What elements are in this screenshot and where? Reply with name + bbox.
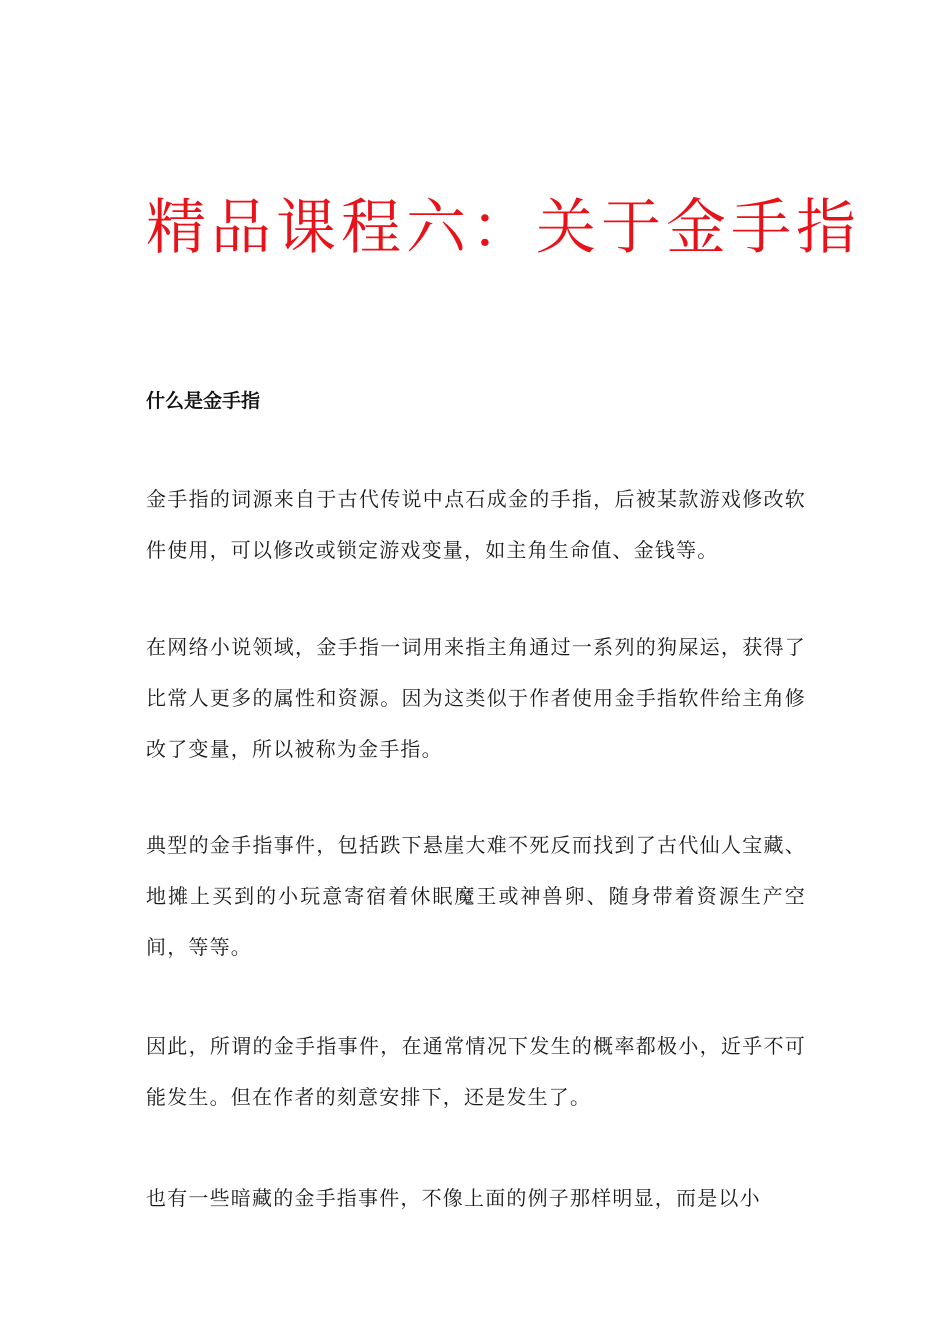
paragraph: 也有一些暗藏的金手指事件，不像上面的例子那样明显，而是以小 xyxy=(146,1186,761,1210)
section-heading: 什么是金手指 xyxy=(146,390,261,412)
paragraph: 因此，所谓的金手指事件，在通常情况下发生的概率都极小，近乎不可能发生。但在作者的刻意安排下，还是发生了。 xyxy=(146,1034,806,1109)
paragraph: 金手指的词源来自于古代传说中点石成金的手指，后被某款游戏修改软件使用，可以修改或锁定游戏变量，如主角生命值、金钱等。 xyxy=(146,487,806,562)
paragraph: 在网络小说领域，金手指一词用来指主角通过一系列的狗屎运，获得了比常人更多的属性和资源。因为这类似于作者使用金手指软件给主角修改了变量，所以被称为金手指。 xyxy=(146,635,806,761)
document-title: 精品课程六：关于金手指 xyxy=(146,193,861,263)
paragraph: 典型的金手指事件，包括跌下悬崖大难不死反而找到了古代仙人宝藏、地摊上买到的小玩意寄宿着休眠魔王或神兽卵、随身带着资源生产空间，等等。 xyxy=(146,833,806,959)
